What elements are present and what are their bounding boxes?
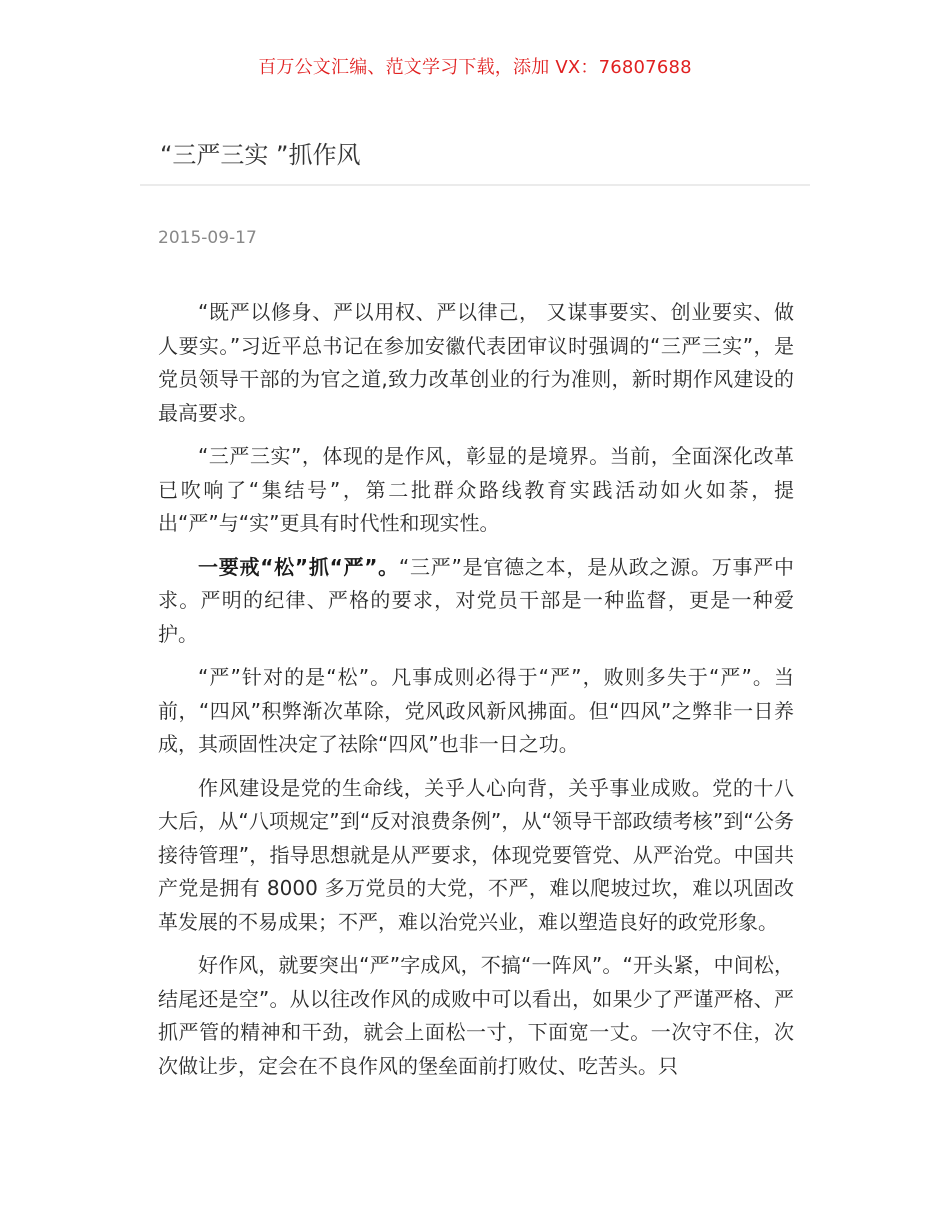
publish-date: 2015-09-17 [158, 228, 257, 248]
paragraph-text: “严”针对的是“松”。凡事成则必得于“严”，败则多失于“严”。当前，“四风”积弊渐次革除，党风政风新风拂面。但“四风”之弊非一日养成，其顽固性决定了祛除“四风”也非一日之功。 [158, 665, 794, 756]
paragraph-text: 好作风，就要突出“严”字成风，不搞“一阵风”。“开头紧，中间松，结尾还是空”。从以往改作风的成败中可以看出，如果少了严谨严格、严抓严管的精神和干劲，就会上面松一寸，下面宽一丈。一次守不住，次次做让步，定会在不良作风的堡垒面前打败仗、吃苦头。只 [158, 953, 794, 1078]
article-paragraph [158, 772, 794, 940]
article-body [158, 296, 794, 1093]
title-divider [140, 184, 810, 186]
paragraph-text: “既严以修身、严以用权、严以律己， 又谋事要实、创业要实、做人要实。”习近平总书记在参加安徽代表团审议时强调的“三严三实”，是党员领导干部的为官之道,致力改革创业的行为准则，新时期作风建设的最高要求。 [158, 300, 794, 425]
paragraph-text: “三严”是官德之本，是从政之源。万事严中求。严明的纪律、严格的要求，对党员干部是一种监督，更是一种爱护。 [158, 554, 794, 646]
article-paragraph [158, 551, 794, 652]
article-paragraph [158, 296, 794, 430]
paragraph-lead: 一要戒“松”抓“严”。 [198, 554, 399, 579]
paragraph-text: 作风建设是党的生命线，关乎人心向背，关乎事业成败。党的十八大后，从“八项规定”到“反对浪费条例”，从“领导干部政绩考核”到“公务接待管理”，指导思想就是从严要求，体现党要管党、从严治党。中国共产党是拥有 8000 多万党员的大党，不严，难以爬坡过坎，难以巩固改革发展的不易成果；不严，难以治党兴业，难以塑造良好的政党形象。 [158, 775, 794, 934]
article-title: “三严三实 ”抓作风 [160, 141, 361, 169]
promo-banner: 百万公文汇编、范文学习下载，添加 VX：76807688 [258, 57, 692, 78]
article-paragraph [158, 949, 794, 1083]
article-paragraph [158, 440, 794, 541]
paragraph-text: “三严三实”，体现的是作风，彰显的是境界。当前，全面深化改革已吹响了“集结号”，第二批群众路线教育实践活动如火如荼，提出“严”与“实”更具有时代性和现实性。 [158, 444, 794, 535]
article-paragraph [158, 661, 794, 762]
